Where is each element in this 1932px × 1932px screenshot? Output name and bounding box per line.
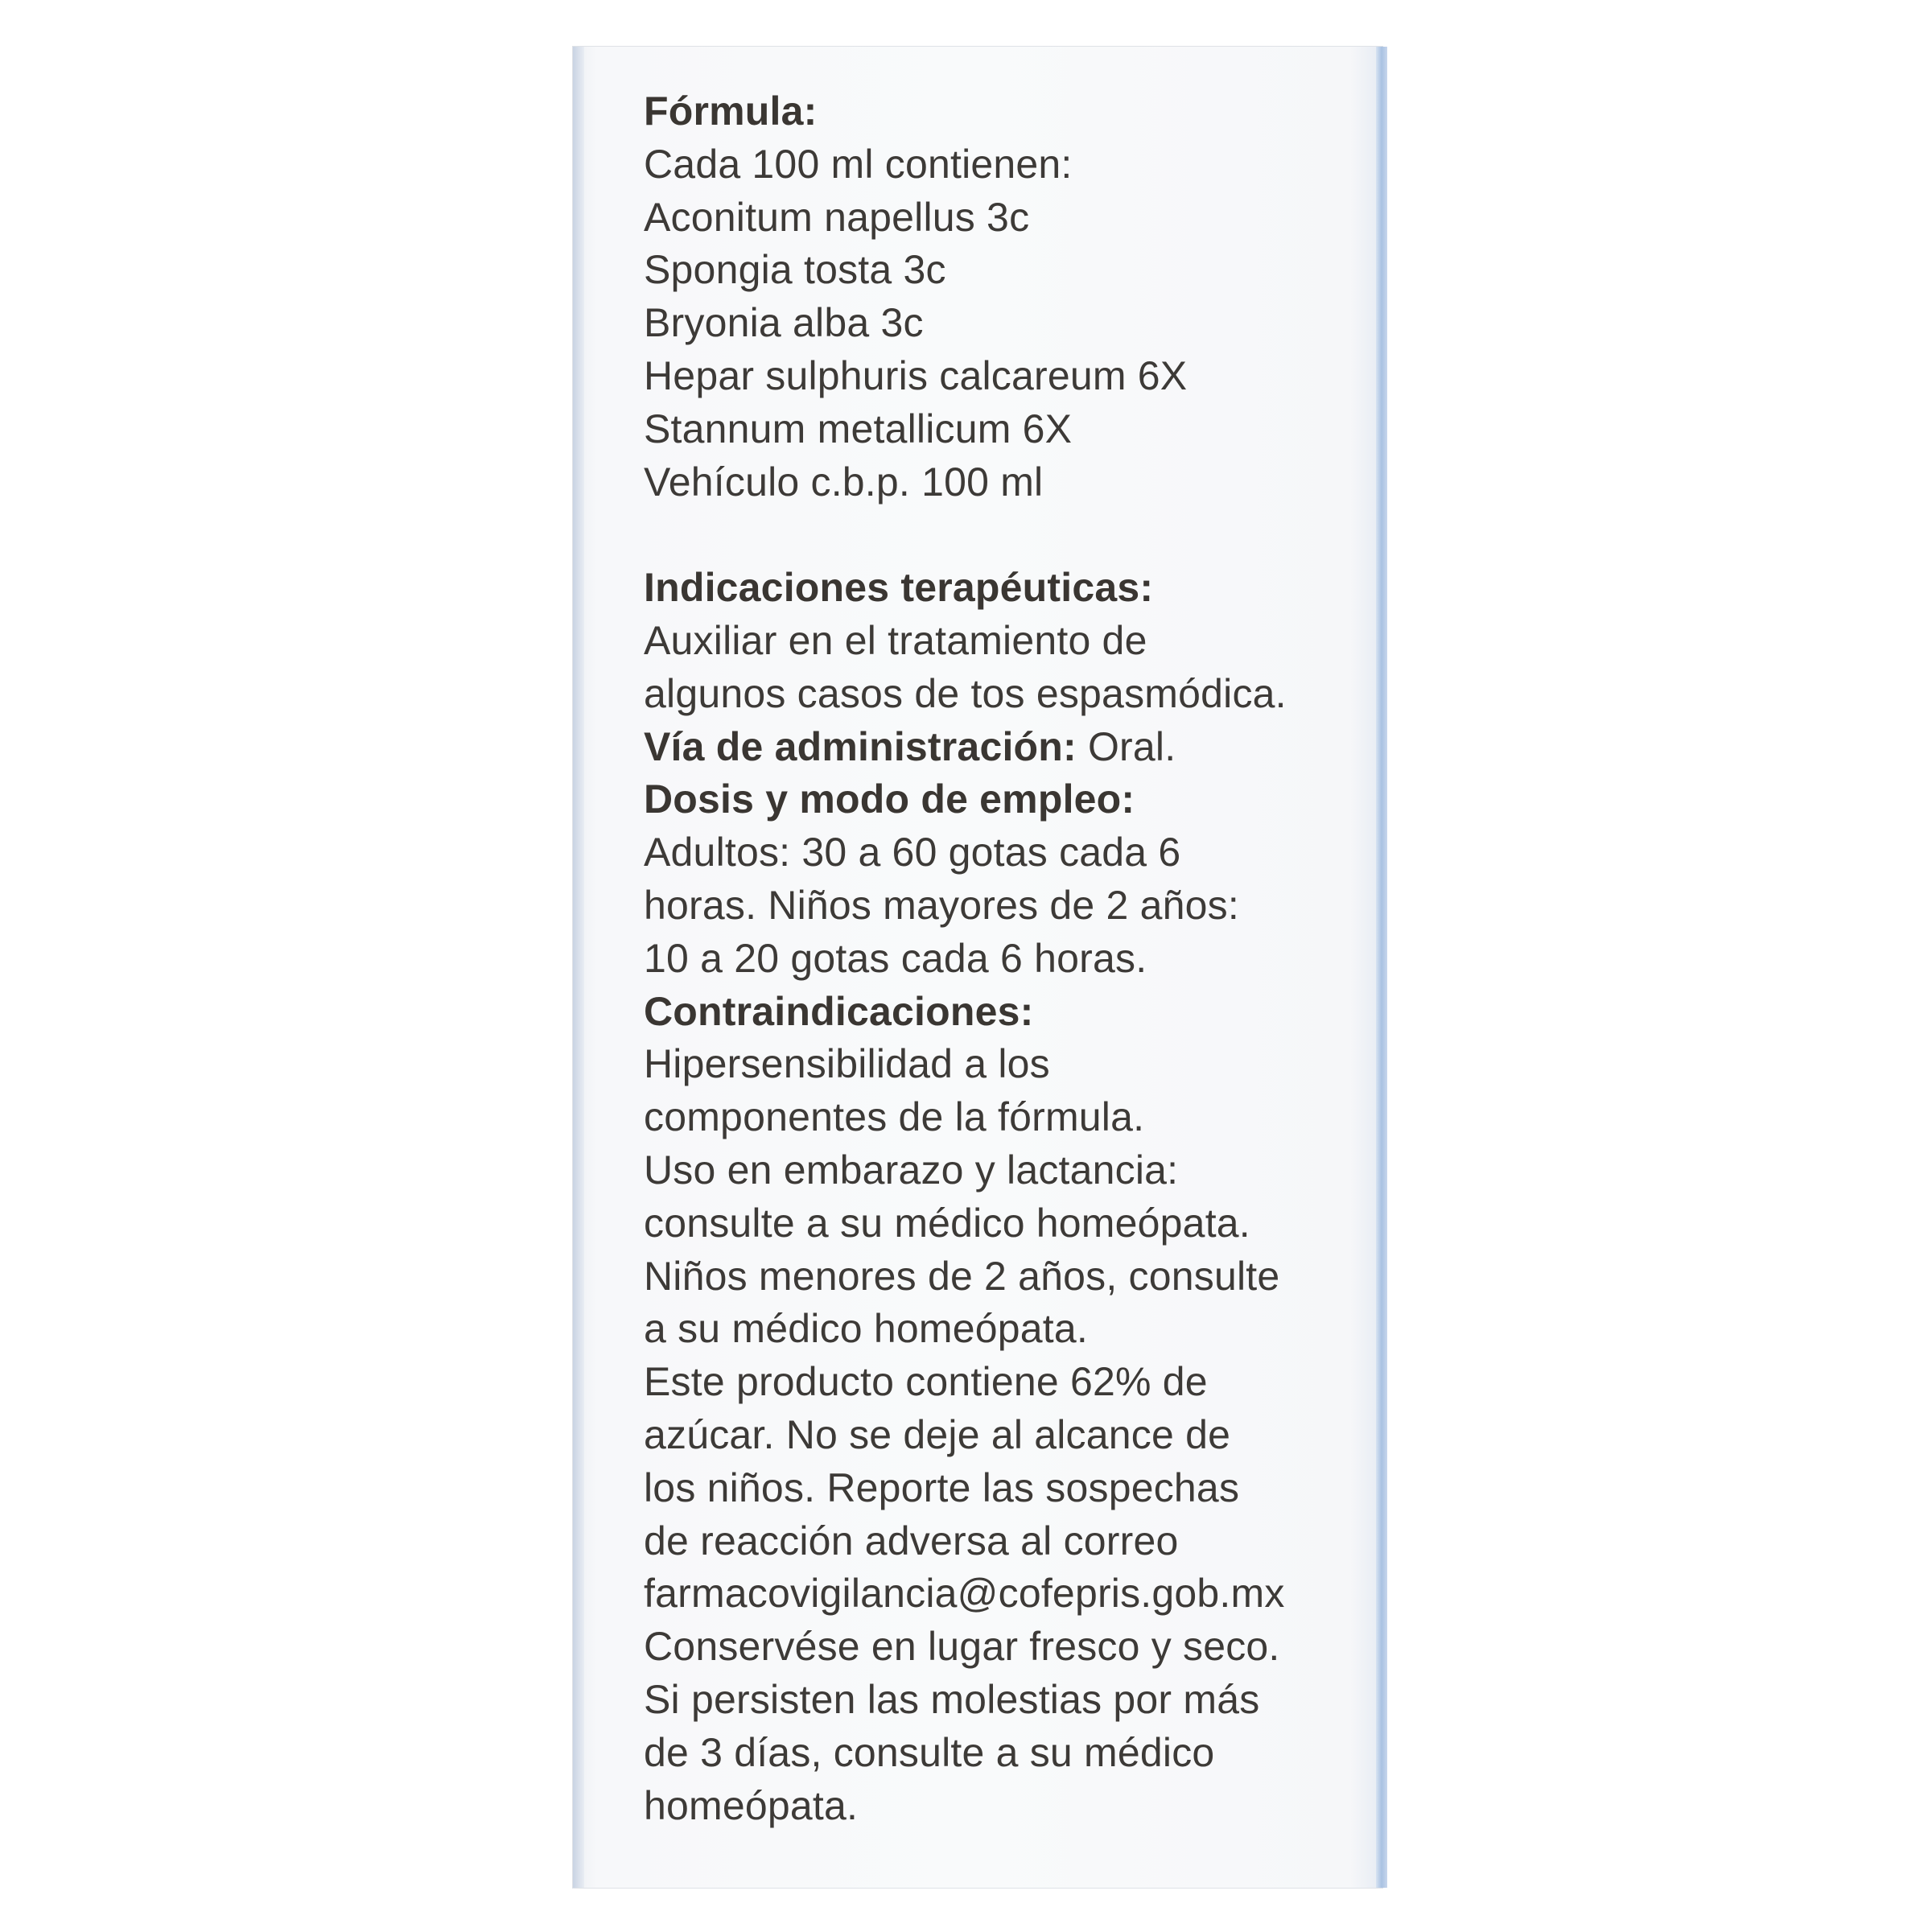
contraindicaciones-line: Niños menores de 2 años, consulte <box>644 1253 1280 1299</box>
formula-line: Hepar sulphuris calcareum 6X <box>644 352 1188 398</box>
contraindicaciones-line: Hipersensibilidad a los <box>644 1041 1050 1087</box>
contraindicaciones-line: homeópata. <box>644 1782 859 1828</box>
label-text-block <box>644 85 1360 1832</box>
formula-line: Vehículo c.b.p. 100 ml <box>644 459 1044 505</box>
contraindicaciones-line: componentes de la fórmula. <box>644 1094 1145 1140</box>
indicaciones-line: Auxiliar en el tratamiento de <box>644 617 1147 663</box>
formula-line: Aconitum napellus 3c <box>644 194 1030 240</box>
contraindicaciones-line: consulte a su médico homeópata. <box>644 1200 1250 1246</box>
contraindicaciones-line: de reacción adversa al correo <box>644 1518 1179 1563</box>
section-gap <box>644 509 1360 562</box>
formula-line: Stannum metallicum 6X <box>644 406 1073 451</box>
contraindicaciones-line: Conservése en lugar fresco y seco. <box>644 1624 1280 1670</box>
contraindicaciones-line: Si persisten las molestias por más <box>644 1676 1260 1722</box>
formula-line: Spongia tosta 3c <box>644 247 946 293</box>
contraindicaciones-line: farmacovigilancia@cofepris.gob.mx <box>644 1571 1285 1617</box>
formula-line: Cada 100 ml contienen: <box>644 141 1073 187</box>
dosis-line: horas. Niños mayores de 2 años: <box>644 882 1239 928</box>
indicaciones-heading: Indicaciones terapéuticas: <box>644 565 1154 611</box>
dosis-line: Adultos: 30 a 60 gotas cada 6 <box>644 830 1181 875</box>
via-heading: Vía de administración: <box>644 723 1077 769</box>
via-value: Oral. <box>1076 723 1176 769</box>
contraindicaciones-line: azúcar. No se deje al alcance de <box>644 1411 1231 1457</box>
indicaciones-line: algunos casos de tos espasmódica. <box>644 670 1287 716</box>
via-row <box>644 721 1360 774</box>
contraindicaciones-heading: Contraindicaciones: <box>644 988 1034 1034</box>
dosis-heading: Dosis y modo de empleo: <box>644 777 1135 822</box>
contraindicaciones-line: de 3 días, consulte a su médico <box>644 1729 1215 1775</box>
contraindicaciones-line: Este producto contiene 62% de <box>644 1359 1208 1405</box>
contraindicaciones-line: los niños. Reporte las sospechas <box>644 1464 1240 1510</box>
box-left-edge <box>573 47 584 1888</box>
dosis-line: 10 a 20 gotas cada 6 horas. <box>644 935 1147 981</box>
formula-heading: Fórmula: <box>644 89 818 134</box>
box-right-edge <box>1376 47 1387 1888</box>
contraindicaciones-line: a su médico homeópata. <box>644 1306 1088 1352</box>
formula-line: Bryonia alba 3c <box>644 300 924 346</box>
contraindicaciones-line: Uso en embarazo y lactancia: <box>644 1147 1179 1193</box>
